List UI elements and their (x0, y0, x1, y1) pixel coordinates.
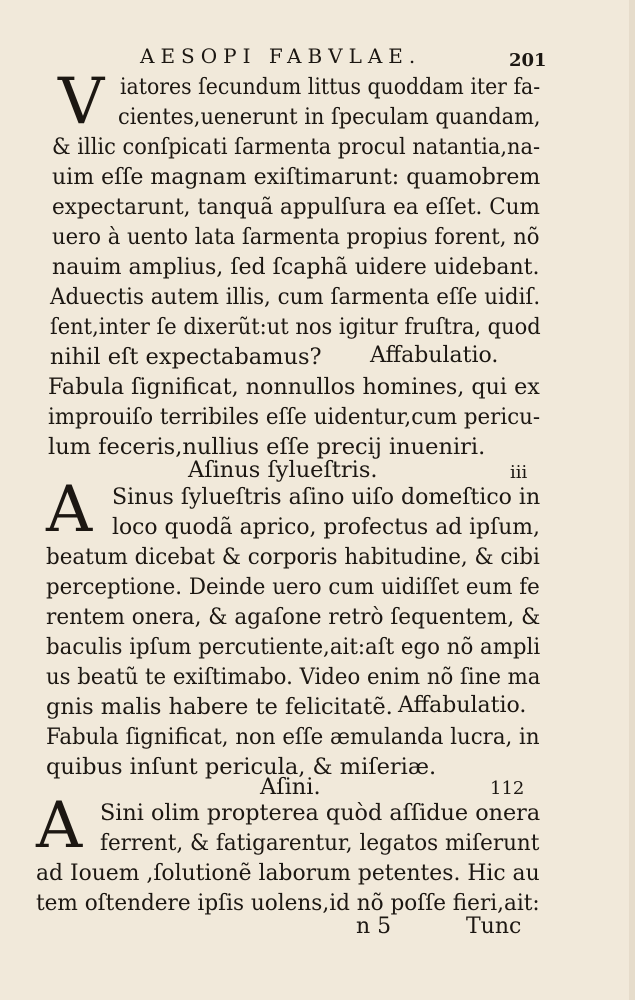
text-line: gnis malis habere te felicitatẽ. (46, 694, 393, 720)
fable-title: Aſini. (260, 774, 321, 800)
signature-mark: n 5 (356, 914, 392, 939)
fable-number: iii (510, 462, 528, 483)
text-line: cientes,uenerunt in ſpeculam quandam, (118, 104, 541, 130)
moral-line: improuiſo terribiles eſſe uidentur,cum pericu- (48, 404, 541, 430)
text-line: uim eſſe magnam exiſtimarunt: quamobrem (52, 164, 541, 190)
text-line: beatum dicebat & corporis habitudine, & cibi (46, 544, 540, 570)
catchword: Tunc (466, 914, 522, 939)
text-line: ad Iouem ,ſolutionẽ laborum petentes. Hic au (36, 860, 540, 886)
text-line: uero à uento lata ſarmenta propius forent, nõ (52, 224, 540, 250)
drop-cap-a: A (46, 473, 93, 547)
fable-title: Aſinus ſylueſtris. (188, 457, 378, 483)
text-line: iatores ſecundum littus quoddam iter fa- (120, 74, 541, 100)
affabulatio-label: Affabulatio. (370, 343, 499, 368)
text-line: tem oſtendere ipſis uolens,id nõ poſſe fieri,ait: (36, 890, 540, 916)
text-line: & illic conſpicati ſarmenta procul natantia,na- (52, 134, 541, 160)
affabulatio-label: Affabulatio. (398, 693, 527, 718)
text-line: ferrent, & fatigarentur, legatos miſerunt (100, 830, 540, 856)
text-line: expectarunt, tanquã appulſura ea eſſet. Cum (52, 194, 540, 220)
moral-line: Fabula ſignificat, non eſſe æmulanda lucra, in (46, 724, 540, 750)
text-line: us beatũ te exiſtimabo. Video enim nõ ſine ma (46, 664, 541, 690)
drop-cap-v: V (58, 65, 105, 139)
text-line: Sini olim propterea quòd aſſidue onera (100, 800, 541, 826)
text-line: Aduectis autem illis, cum ſarmenta eſſe uidiſ. (50, 284, 541, 310)
running-title: AESOPI FABVLAE. (140, 44, 422, 68)
text-line: nauim amplius, ſed ſcaphã uidere uidebant. (52, 254, 540, 280)
text-line: baculis ipſum percutiente,ait:aſt ego nõ ampli (46, 634, 541, 660)
text-line: ſent,inter ſe dixerũt:ut nos igitur fruſtra, quod (50, 314, 541, 340)
moral-line: quibus inſunt pericula, & miſeriæ. (46, 754, 437, 780)
text-line: perceptione. Deinde uero cum uidiſſet eum fe (46, 574, 540, 600)
text-line: nihil eſt expectabamus? (50, 344, 322, 370)
moral-line: lum feceris,nullius eſſe precij inueniri. (48, 434, 486, 460)
text-line: loco quodã aprico, profectus ad ipſum, (112, 514, 540, 540)
drop-cap-a: A (36, 789, 83, 863)
text-line: Sinus ſylueſtris aſino uiſo domeſtico in (112, 484, 541, 510)
fable-number: 112 (490, 778, 525, 799)
page-edge (629, 0, 635, 1000)
moral-line: Fabula ſignificat, nonnullos homines, qui ex (48, 374, 540, 400)
page-number: 201 (509, 50, 547, 71)
text-line: rentem onera, & agaſone retrò ſequentem, & (46, 604, 541, 630)
